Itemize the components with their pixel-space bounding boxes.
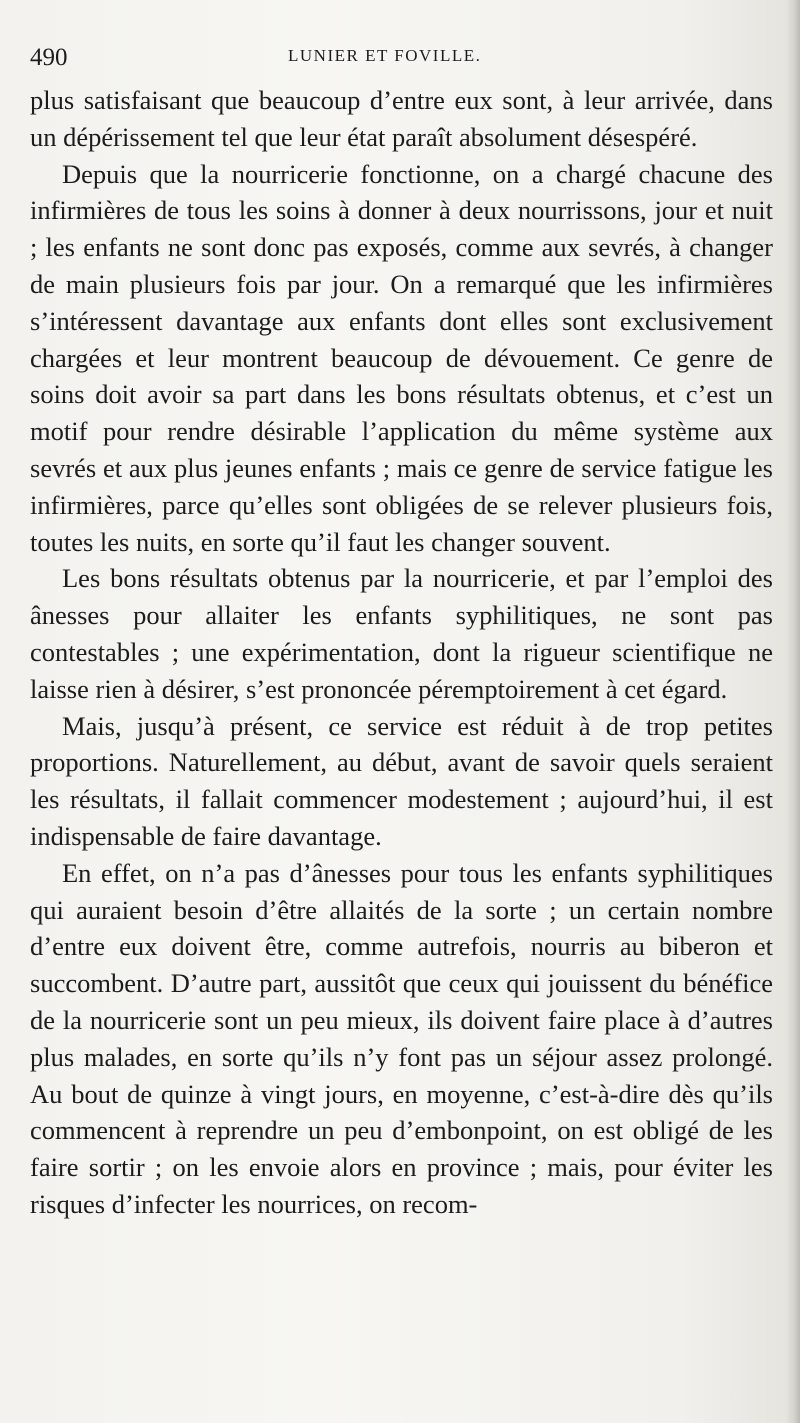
paragraph-continuation: plus satisfaisant que beaucoup d’entre eux sont, à leur arrivée, dans un dépérissement tel que leur état paraît absolument désespéré. bbox=[30, 85, 773, 152]
body-text bbox=[30, 82, 773, 1223]
page-number: 490 bbox=[30, 44, 68, 71]
paragraph: Les bons résultats obtenus par la nourricerie, et par l’emploi des ânesses pour allaiter les enfants syphilitiques, ne sont pas contestables ; une expérimentation, dont la rigueur scientifique ne laisse rien à désirer, s’est prononcée péremptoirement à cet égard. bbox=[30, 563, 773, 704]
paragraph: En effet, on n’a pas d’ânesses pour tous les enfants syphilitiques qui auraient besoin d’être allaités de la sorte ; un certain nombre d’entre eux doivent être, comme autrefois, nourris au biberon et succombent. D’autre part, aussitôt que ceux qui jouissent du bénéfice de la nourricerie sont un peu mieux, ils doivent faire place à d’autres plus malades, en sorte qu’ils n’y font pas un séjour assez prolongé. Au bout de quinze à vingt jours, en moyenne, c’est-à-dire dès qu’ils commencent à reprendre un peu d’embonpoint, on est obligé de les faire sortir ; on les envoie alors en province ; mais, pour éviter les risques d’infecter les nourrices, on recom- bbox=[30, 857, 773, 1219]
paragraph: Mais, jusqu’à présent, ce service est réduit à de trop petites proportions. Naturellement, au début, avant de savoir quels seraient les résultats, il fallait commencer modestement ; aujourd’hui, il est indispensable de faire davantage. bbox=[30, 710, 773, 851]
running-head: LUNIER ET FOVILLE. bbox=[288, 46, 482, 65]
page-header bbox=[30, 38, 775, 78]
page-edge-shadow bbox=[786, 0, 800, 1423]
paragraph: Depuis que la nourricerie fonctionne, on a chargé chacune des infirmières de tous les soins à donner à deux nourrissons, jour et nuit ; les enfants ne sont donc pas exposés, comme aux sevrés, à changer de main plusieurs fois par jour. On a remarqué que les infirmières s’intéressent davantage aux enfants dont elles sont exclusivement chargées et leur montrent beaucoup de dévouement. Ce genre de soins doit avoir sa part dans les bons résultats obtenus, et c’est un motif pour rendre désirable l’application du même système aux sevrés et aux plus jeunes enfants ; mais ce genre de service fatigue les infirmières, parce qu’elles sont obligées de se relever plusieurs fois, toutes les nuits, en sorte qu’il faut les changer souvent. bbox=[30, 158, 773, 557]
